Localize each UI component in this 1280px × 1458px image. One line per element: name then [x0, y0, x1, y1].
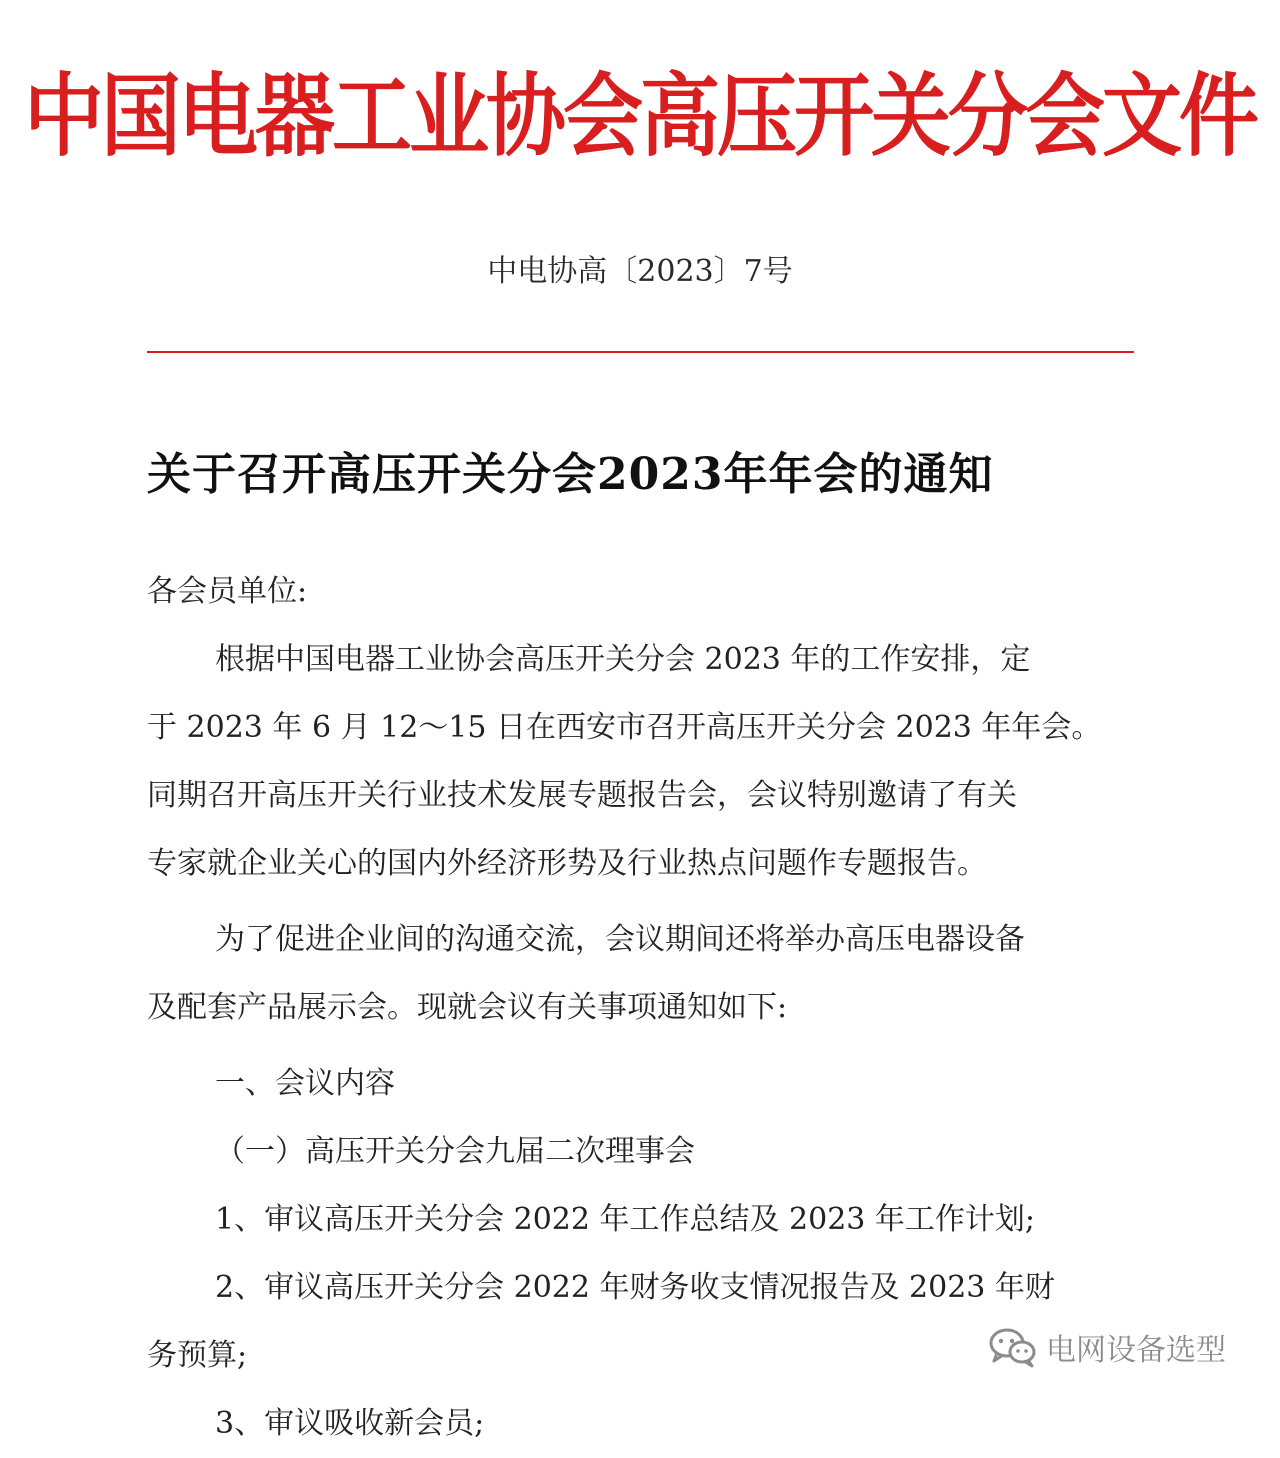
paragraph-line: 及配套产品展示会。现就会议有关事项通知如下: — [147, 990, 788, 1025]
paragraph-line: 同期召开高压开关行业技术发展专题报告会，会议特别邀请了有关 — [147, 778, 1017, 813]
list-item: 2、审议高压开关分会 2022 年财务收支情况报告及 2023 年财 — [215, 1270, 1055, 1305]
paragraph-line: 为了促进企业间的沟通交流，会议期间还将举办高压电器设备 — [215, 922, 1025, 957]
header-divider — [147, 351, 1134, 353]
wechat-watermark — [988, 1322, 1226, 1372]
section-heading: 一、会议内容 — [215, 1066, 395, 1101]
salutation: 各会员单位: — [147, 574, 308, 609]
list-item-continuation: 务预算; — [147, 1338, 248, 1373]
notice-body — [147, 558, 1134, 1458]
paragraph-line: 专家就企业关心的国内外经济形势及行业热点问题作专题报告。 — [147, 846, 987, 881]
list-item: 1、审议高压开关分会 2022 年工作总结及 2023 年工作计划; — [215, 1202, 1036, 1237]
document-header-title: 中国电器工业协会高压开关分会文件 — [24, 64, 1256, 169]
wechat-icon — [988, 1326, 1038, 1368]
subsection-heading: （一）高压开关分会九届二次理事会 — [215, 1134, 695, 1169]
watermark-text: 电网设备选型 — [1046, 1333, 1226, 1368]
notice-title: 关于召开高压开关分会2023年年会的通知 — [147, 449, 994, 500]
paragraph-line: 于 2023 年 6 月 12～15 日在西安市召开高压开关分会 2023 年年会。 — [147, 710, 1102, 745]
paragraph-line: 根据中国电器工业协会高压开关分会 2023 年的工作安排，定 — [215, 642, 1031, 677]
document-number: 中电协高〔2023〕7号 — [487, 254, 793, 289]
list-item: 3、审议吸收新会员; — [215, 1406, 485, 1441]
